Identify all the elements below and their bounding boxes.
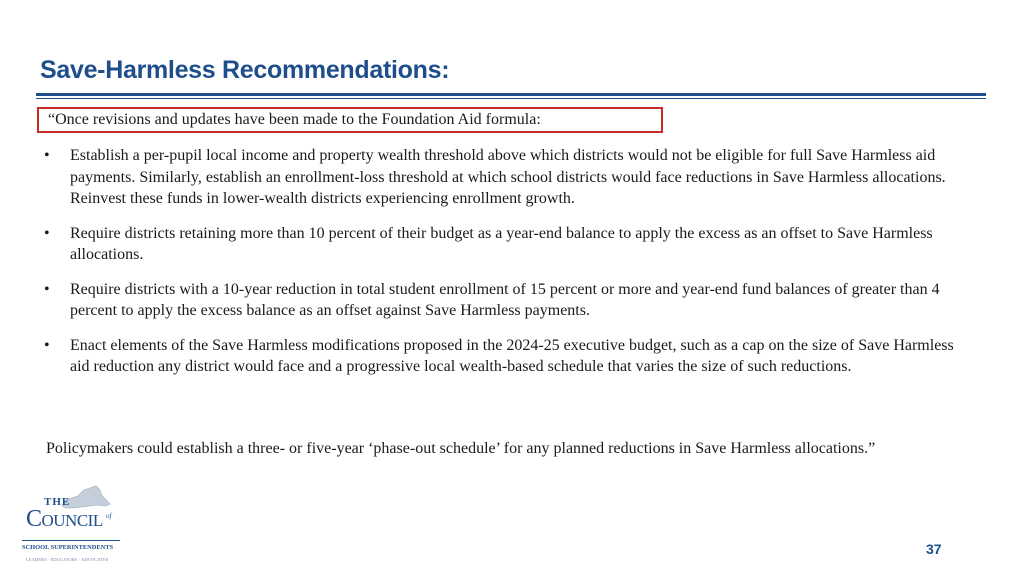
bullet-icon: •	[44, 336, 50, 354]
list-item-text: Require districts with a 10-year reduction in total student enrollment of 15 percent or more and year-end fund balances of greater than 4 percent to apply the excess balance as an offset against Save Harmless payments.	[70, 280, 940, 319]
list-item	[44, 335, 974, 378]
logo-council-text: Council	[26, 506, 103, 532]
list-item-text: Enact elements of the Save Harmless modifications proposed in the 2024-25 executive budget, such as a cap on the size of Save Harmless aid reduction any district would face and a progressive local wealth-based schedule that varies the size of such reductions.	[70, 336, 954, 375]
recommendation-list	[44, 145, 974, 391]
list-item-text: Establish a per-pupil local income and property wealth threshold above which districts would not be eligible for full Save Harmless aid payments. Similarly, establish an enrollment-loss threshold at which school districts would face reductions in Save Harmless allocations. Reinvest these funds in lower-wealth districts experiencing enrollment growth.	[70, 147, 946, 207]
bullet-icon: •	[44, 280, 50, 298]
bullet-icon: •	[44, 147, 50, 164]
title-divider-thick	[36, 93, 986, 96]
slide-title: Save-Harmless Recommendations:	[40, 56, 450, 84]
highlighted-intro-quote: “Once revisions and updates have been made to the Foundation Aid formula:	[37, 107, 663, 133]
logo-tagline: LEADERS · EDUCATORS · ADVOCATES	[26, 557, 109, 562]
logo-the-text: THE	[44, 496, 71, 508]
list-item	[44, 145, 974, 210]
list-item-text: Require districts retaining more than 10 percent of their budget as a year-end balance to apply the excess as an offset to Save Harmless allocations.	[70, 224, 933, 263]
title-divider-thin	[36, 98, 986, 99]
list-item	[44, 279, 974, 322]
list-item	[44, 223, 974, 266]
logo-divider	[22, 540, 120, 541]
page-number: 37	[926, 541, 942, 557]
closing-paragraph: Policymakers could establish a three- or five-year ‘phase-out schedule’ for any planned reductions in Save Harmless allocations.”	[46, 440, 876, 457]
logo-of-text: of	[106, 512, 112, 520]
logo-subtitle: SCHOOL SUPERINTENDENTS	[22, 544, 114, 551]
bullet-icon: •	[44, 224, 50, 242]
council-logo	[22, 484, 122, 568]
